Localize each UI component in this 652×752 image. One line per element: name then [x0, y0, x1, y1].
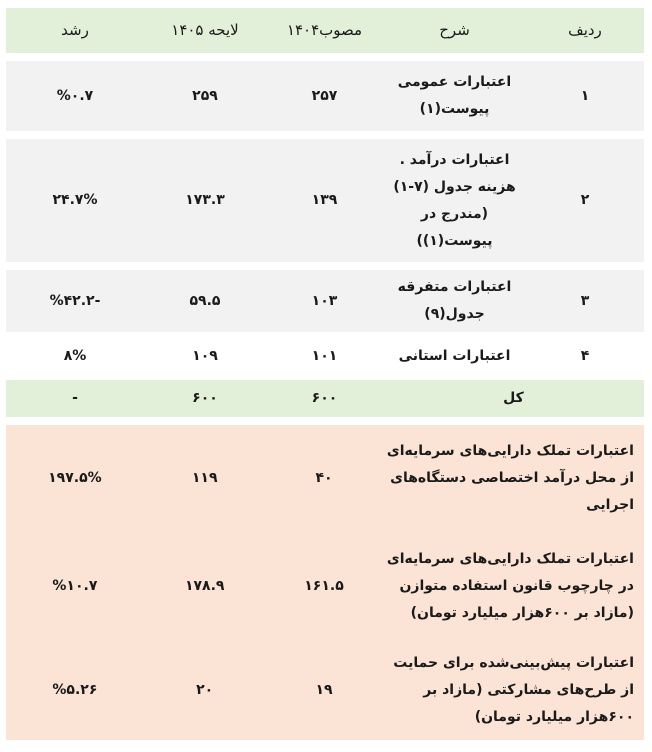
cell-description: اعتبارات تملک دارایی‌های سرمایه‌ای از محل درآمد اختصاصی دستگاه‌های اجرایی	[386, 443, 634, 513]
cell-approved: ۱۹	[315, 681, 333, 698]
table-row	[6, 61, 644, 131]
total-draft: ۶۰۰	[192, 390, 218, 406]
total-growth: -	[72, 390, 78, 406]
total-row	[6, 380, 644, 417]
cell-draft: ۱۷۳.۳	[185, 192, 225, 208]
cell-description: اعتبارات عمومی پیوست(۱)	[397, 74, 512, 117]
cell-growth: ۱۹۷.۵%	[48, 470, 102, 486]
cell-draft: ۱۰۹	[192, 347, 218, 364]
cell-index: ۱	[580, 87, 590, 104]
cell-approved: ۱۰۱	[311, 347, 338, 364]
cell-growth: %۵.۲۶	[52, 681, 98, 698]
special-row	[6, 425, 644, 532]
cell-description: اعتبارات استانی	[398, 347, 511, 364]
total-approved: ۶۰۰	[311, 390, 338, 406]
cell-description: اعتبارات درآمد . هزینه جدول (۷-۱) (مندرج در پیوست(۱))	[393, 151, 516, 249]
cell-draft: ۲۰	[196, 681, 214, 698]
budget-table	[6, 8, 644, 740]
cell-draft: ۱۷۸.۹	[184, 577, 225, 594]
header-approved: مصوب۱۴۰۴	[286, 21, 363, 39]
table-row	[6, 340, 644, 372]
cell-index: ۴	[580, 347, 590, 364]
table-row	[6, 139, 644, 262]
cell-growth: ۸%	[63, 347, 87, 364]
cell-growth: %۱۰.۷	[52, 577, 98, 594]
header-growth: رشد	[61, 21, 89, 39]
cell-draft: ۵۹.۵	[189, 292, 221, 309]
cell-growth: -%۴۲.۲	[49, 292, 101, 309]
special-row	[6, 640, 644, 740]
cell-index: ۲	[580, 192, 590, 208]
cell-approved: ۱۰۳	[311, 292, 338, 309]
cell-draft: ۱۱۹	[191, 470, 218, 486]
cell-draft: ۲۵۹	[192, 87, 218, 104]
header-draft: لایحه ۱۴۰۵	[171, 21, 239, 39]
cell-growth: ۲۴.۷%	[52, 192, 98, 208]
cell-description: اعتبارات تملک دارایی‌های سرمایه‌ای در چارچوب قانون استفاده متوازن (مازاد بر ۶۰۰هزار میلیارد تومان)	[386, 550, 634, 621]
cell-description: اعتبارات پیش‌بینی‌شده برای حمایت از طرح‌های مشارکتی (مازاد بر ۶۰۰هزار میلیارد تومان)	[393, 654, 634, 725]
header-description: شرح	[439, 21, 470, 39]
special-row	[6, 532, 644, 640]
table-header	[6, 8, 644, 53]
cell-description: اعتبارات متفرقه جدول(۹)	[397, 279, 512, 322]
header-index: ردیف	[568, 21, 602, 39]
cell-approved: ۴۰	[315, 470, 333, 486]
cell-approved: ۲۵۷	[311, 87, 338, 104]
cell-index: ۳	[580, 292, 590, 309]
cell-approved: ۱۶۱.۵	[304, 577, 344, 594]
cell-growth: %۰.۷	[56, 87, 94, 104]
total-label: کل	[503, 390, 524, 406]
table-row	[6, 270, 644, 332]
cell-approved: ۱۳۹	[311, 192, 338, 208]
